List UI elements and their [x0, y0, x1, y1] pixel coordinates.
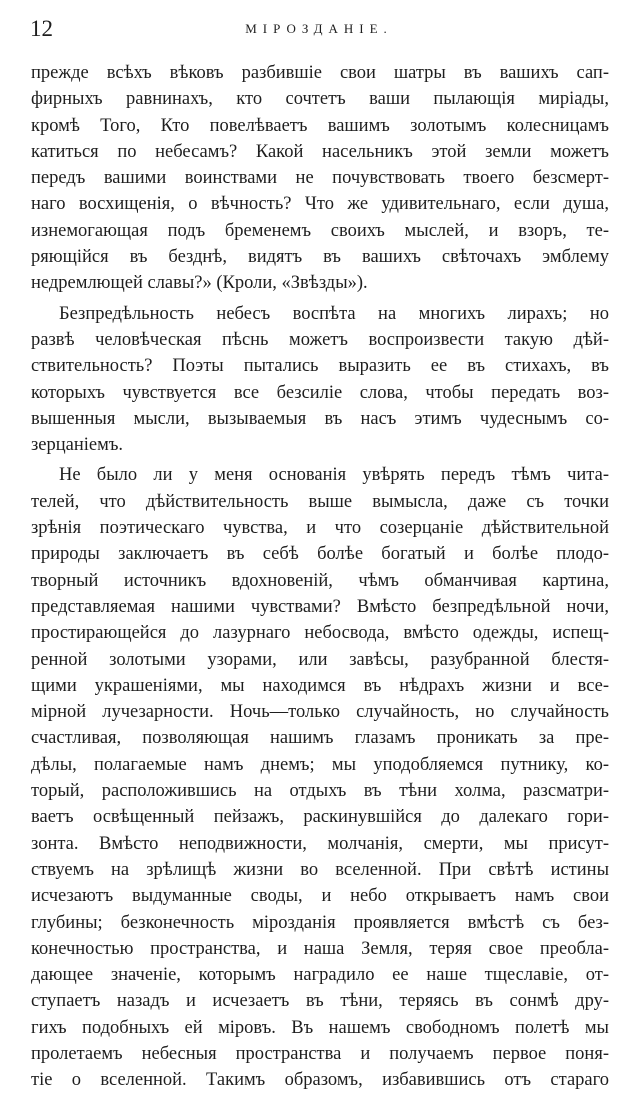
text-line: гихъ подобныхъ ей міровъ. Въ нашемъ свободномъ полетѣ мы — [31, 1017, 609, 1038]
text-line: исчезаютъ выдуманные своды, и небо открываетъ намъ свои — [31, 886, 609, 907]
text-line: дѣлы, полагаемые намъ днемъ; мы уподобляемся путнику, ко- — [31, 754, 609, 775]
text-line: развѣ человѣческая пѣснь можетъ воспроизвести такую дѣй- — [31, 329, 609, 350]
text-line: Не было ли у меня основанія увѣрять передъ тѣмъ чита- — [59, 465, 609, 486]
text-line: ступаетъ назадъ и исчезаетъ въ тѣни, теряясь въ сонмѣ дру- — [31, 991, 609, 1012]
text-line: пролетаемъ небесныя пространства и получаемъ первое поня- — [31, 1043, 609, 1064]
text-line: представляемая нашими чувствами? Вмѣсто безпредѣльной ночи, — [31, 596, 609, 617]
body-text — [31, 60, 609, 1094]
text-line: тіе о вселенной. Такимъ образомъ, избавившись отъ стараго — [31, 1070, 609, 1091]
text-line: передъ вашими воинствами не почувствовать твоего безсмерт- — [31, 168, 609, 189]
paragraph-3 — [31, 462, 609, 1093]
text-line: катиться по небесамъ? Какой насельникъ этой земли можетъ — [31, 141, 609, 162]
text-line: Безпредѣльность небесъ воспѣта на многихъ лирахъ; но — [59, 303, 609, 324]
text-line: которыхъ чувствуется все безсиліе слова, чтобы передать воз- — [31, 382, 609, 403]
text-line: вышенныя мысли, вызываемыя въ насъ этимъ чудеснымъ со- — [31, 408, 609, 429]
text-line: недремлющей славы?» (Кроли, «Звѣзды»). — [31, 273, 368, 294]
text-line: зерцаніемъ. — [31, 435, 124, 456]
text-line: изнемогающая подъ бременемъ своихъ мыслей, и взоръ, те- — [31, 220, 609, 241]
text-line: зонта. Вмѣсто неподвижности, молчанія, смерти, мы присут- — [31, 833, 609, 854]
paragraph-1 — [31, 60, 609, 297]
text-line: зрѣнія поэтическаго чувства, и что созерцаніе дѣйствительной — [31, 518, 609, 539]
paragraph-2 — [31, 301, 609, 459]
text-line: конечностью пространства, и наша Земля, теряя свое преобла- — [31, 938, 609, 959]
text-line: наго восхищенія, о вѣчность? Что же удивительнаго, если душа, — [31, 194, 609, 215]
text-line: торый, расположившись на отдыхъ въ тѣни холма, разсматри- — [31, 781, 609, 802]
running-title: МІРОЗДАНІЕ. — [245, 21, 393, 36]
text-line: простирающейся до лазурнаго небосвода, вмѣсто одежды, испещ- — [31, 623, 609, 644]
text-line: ствительность? Поэты пытались выразить ее въ стихахъ, въ — [31, 356, 609, 377]
page-header — [30, 14, 608, 44]
text-line: телей, что дѣйствительность выше вымысла, даже съ точки — [31, 491, 609, 512]
text-line: счастливая, позволяющая нашимъ глазамъ проникать за пре- — [31, 728, 609, 749]
text-line: фирныхъ равнинахъ, кто сочтетъ ваши пылающія миріады, — [31, 89, 609, 110]
text-line: ствуемъ на зрѣлищѣ жизни во вселенной. При свѣтѣ истины — [31, 859, 609, 880]
text-line: мірной лучезарности. Ночь—только случайность, но случайность — [31, 702, 609, 723]
text-line: ренной золотыми узорами, или завѣсы, разубранной блестя- — [31, 649, 609, 670]
text-line: глубины; безконечность мірозданія проявляется вмѣстѣ съ без- — [31, 912, 609, 933]
text-line: природы заключаетъ въ себѣ болѣе богатый и болѣе плодо- — [31, 544, 609, 565]
text-line: кромѣ Того, Кто повелѣваетъ вашимъ золотымъ колесницамъ — [31, 115, 609, 136]
page-number: 12 — [30, 16, 53, 41]
text-line: дающее значеніе, которымъ наградило ее наше тщеславіе, от- — [31, 965, 609, 986]
text-line: ваетъ освѣщенный пейзажъ, раскинувшійся до далекаго гори- — [31, 807, 609, 828]
text-line: прежде всѣхъ вѣковъ разбившіе свои шатры въ вашихъ сап- — [31, 63, 609, 83]
text-line: щими украшеніями, мы находимся въ нѣдрахъ жизни и все- — [31, 675, 609, 696]
text-line: ряющійся въ безднѣ, видятъ въ вашихъ свѣточахъ эмблему — [31, 247, 609, 268]
text-line: творный источникъ вдохновеній, чѣмъ обманчивая картина, — [31, 570, 609, 591]
